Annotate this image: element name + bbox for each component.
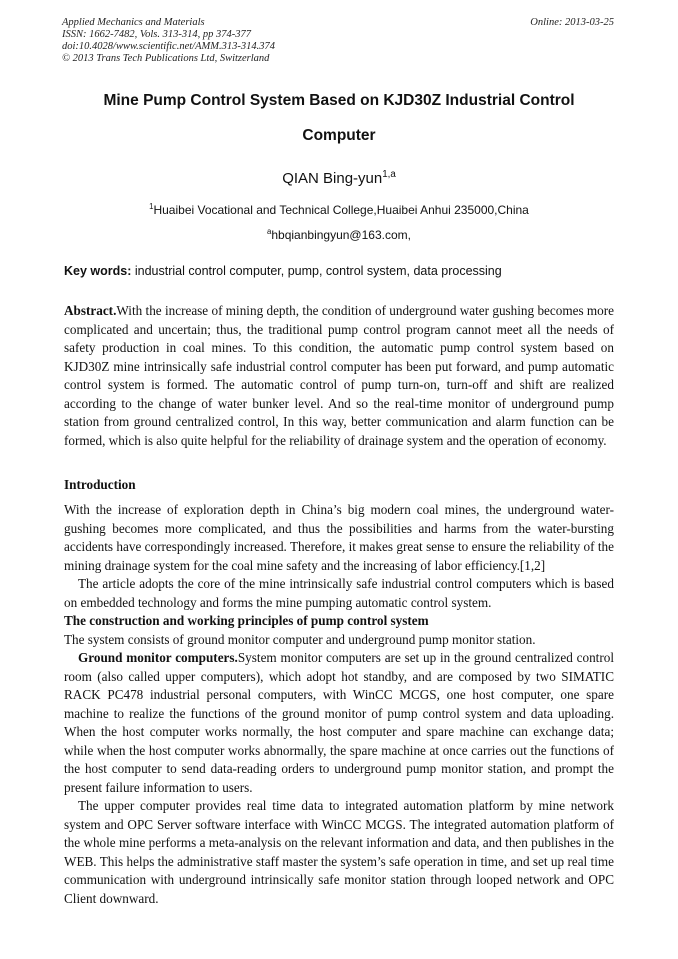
paper-title-line2: Computer xyxy=(302,127,376,144)
intro-p1: With the increase of exploration depth in China’s big modern coal mines, the underground water-gushing becomes more complicated, and thus the possibilities and harms from the water-bursting accidents have correspondingly increased. Therefore, it makes great sense to ensure the reliability of the mining drainage system for the coal mine safety and the increasing of labor efficiency.[1,2] xyxy=(64,502,614,573)
paper-title-line1: Mine Pump Control System Based on KJD30Z Industrial Control xyxy=(103,92,575,109)
keywords xyxy=(64,264,614,278)
ground-monitor-label: Ground monitor computers. xyxy=(78,650,238,665)
abstract-text: With the increase of mining depth, the condition of underground water gushing becomes more complicated and uncertain; thus, the traditional pump control program cannot meet all the needs of safety production in coal mines. To this condition, the automatic pump control system based on KJD30Z mine intrinsically safe industrial control computer has been put forward, and pump automatic control system is formed. The automatic control of pump turn-on, turn-off and shift are realized according to the change of water bunker level. And so the real-time monitor of underground pump station from ground centralized control, In this way, better communication and alarm function can be formed, which is also quite helpful for the reliability of drainage system and the operation of economy. xyxy=(64,303,614,448)
keywords-text: industrial control computer, pump, control system, data processing xyxy=(131,264,502,278)
intro-p2: The article adopts the core of the mine intrinsically safe industrial control computers which is based on embedded technology and forms the mine pumping automatic control system. xyxy=(64,576,614,610)
doi-line: doi:10.4028/www.scientific.net/AMM.313-314.374 xyxy=(62,41,275,52)
abstract-label: Abstract. xyxy=(64,303,117,318)
keywords-label: Key words: xyxy=(64,264,132,278)
abstract xyxy=(64,302,614,450)
online-date: Online: 2013-03-25 xyxy=(530,17,614,28)
construction-p2 xyxy=(64,649,614,797)
intro-body xyxy=(64,501,614,908)
issn-line: ISSN: 1662-7482, Vols. 313-314, pp 374-377 xyxy=(62,29,251,40)
affiliation-sup: 1 xyxy=(149,202,154,211)
affiliation xyxy=(62,203,616,217)
construction-p1: The system consists of ground monitor computer and underground pump monitor station. xyxy=(64,631,536,647)
email xyxy=(62,228,616,242)
email-sup: a xyxy=(267,227,272,236)
email-text: hbqianbingyun@163.com, xyxy=(271,228,411,242)
author-name: QIAN Bing-yun xyxy=(282,170,383,187)
journal-name: Applied Mechanics and Materials xyxy=(62,17,205,28)
construction-heading: The construction and working principles of pump control system xyxy=(64,613,429,628)
journal-header xyxy=(62,17,275,65)
construction-p2-text: System monitor computers are set up in the ground centralized control room (also called upper computers), which adopt hot standby, and are composed by two SIMATIC RACK PC478 industrial personal computers, with WinCC MCGS, one host computer, one spare machine to realize the functions of the ground monitor of pump control system and data uploading. When the host computer works normally, the host computer and spare machine can exchange data; while when the host computer works abnormally, the spare machine at once carries out the functions of the host computer to send data-reading orders to underground pump monitor station, and prompt the present failure information to users. xyxy=(64,650,614,795)
intro-heading: Introduction xyxy=(64,477,136,492)
construction-p3: The upper computer provides real time data to integrated automation platform by mine network system and OPC Server software interface with WinCC MCGS. The integrated automation platform of the whole mine performs a meta-analysis on the relevant information and data, and then publishes in the WEB. This helps the administrative staff master the system’s safe operation in time, and set up real time communication with underground intrinsically safe monitor station through looped network and OPC Client downward. xyxy=(64,798,614,906)
copyright-line: © 2013 Trans Tech Publications Ltd, Switzerland xyxy=(62,53,270,64)
author xyxy=(62,170,616,187)
affiliation-text: Huaibei Vocational and Technical College,Huaibei Anhui 235000,China xyxy=(153,203,529,217)
author-sup: 1,a xyxy=(382,169,396,180)
